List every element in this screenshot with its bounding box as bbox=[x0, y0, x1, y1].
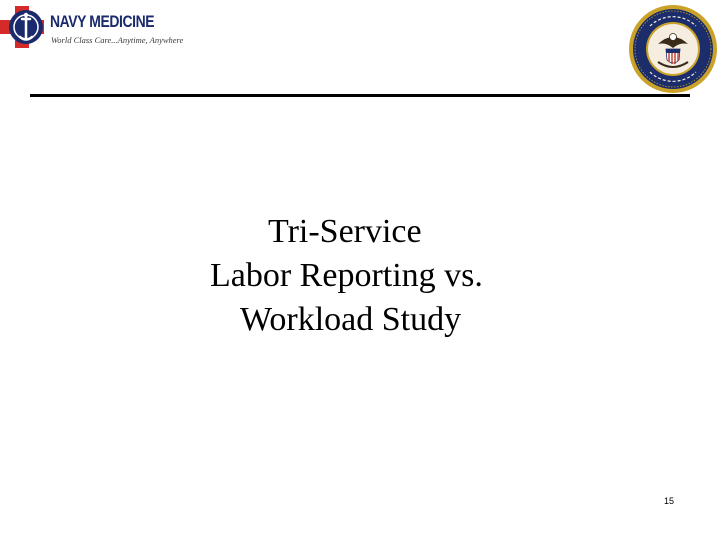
navy-medicine-emblem-icon bbox=[0, 4, 50, 54]
title-line-2: Labor Reporting vs. bbox=[210, 257, 483, 294]
department-of-the-navy-seal-icon bbox=[628, 4, 718, 94]
title-line-3: Workload Study bbox=[240, 301, 462, 338]
logo-tagline: World Class Care...Anytime, Anywhere bbox=[51, 35, 184, 45]
navy-medicine-logo bbox=[0, 4, 184, 54]
slide-title bbox=[150, 210, 590, 342]
title-line-1: Tri-Service bbox=[268, 213, 422, 250]
page-number: 15 bbox=[664, 496, 675, 506]
logo-title: NAVY MEDICINE bbox=[50, 12, 155, 31]
header-divider bbox=[30, 94, 690, 97]
